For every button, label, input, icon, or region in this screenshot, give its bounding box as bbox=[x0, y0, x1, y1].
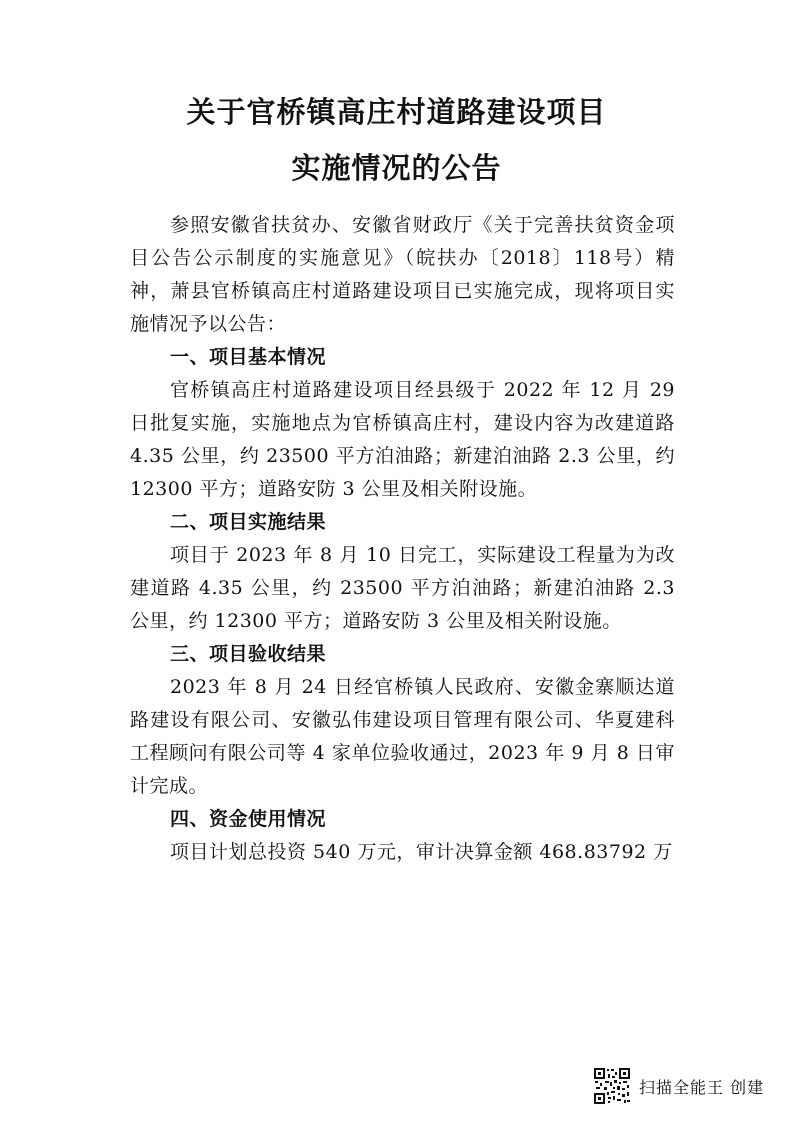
document-body bbox=[130, 209, 675, 869]
document-title-line-1: 关于官桥镇高庄村道路建设项目 bbox=[186, 95, 607, 129]
scanner-watermark bbox=[593, 1066, 764, 1106]
watermark-text: 扫描全能王 创建 bbox=[639, 1077, 765, 1097]
section-heading-basic-info: 一、项目基本情况 bbox=[170, 346, 327, 368]
document-title-line-2: 实施情况的公告 bbox=[291, 151, 502, 185]
intro-paragraph: 参照安徽省扶贫办、安徽省财政厅《关于完善扶贫资金项目公告公示制度的实施意见》（皖扶办〔2018〕118号）精神，萧县官桥镇高庄村道路建设项目已实施完成，现将项目实施情况予以公告： bbox=[130, 214, 675, 335]
section-text-basic-info: 官桥镇高庄村道路建设项目经县级于 2022 年 12 月 29 日批复实施，实施地点为官桥镇高庄村，建设内容为改建道路 4.35 公里，约 23500 平方泊油路；新建泊油路 2.3 公里，约 12300 平方；道路安防 3 公里及相关附设施。 bbox=[130, 379, 675, 500]
qr-code-icon bbox=[593, 1067, 631, 1105]
section-text-fund-usage: 项目计划总投资 540 万元，审计决算金额 468.83792 万 bbox=[170, 841, 673, 863]
section-text-implementation-result: 项目于 2023 年 8 月 10 日完工，实际建设工程量为为改建道路 4.35 公里，约 23500 平方泊油路；新建泊油路 2.3 公里，约 12300 平方；道路安防 3 公里及相关附设施。 bbox=[130, 544, 675, 632]
section-heading-implementation-result: 二、项目实施结果 bbox=[170, 511, 327, 533]
section-heading-acceptance-result: 三、项目验收结果 bbox=[170, 643, 327, 665]
section-heading-fund-usage: 四、资金使用情况 bbox=[170, 808, 327, 830]
section-text-acceptance-result: 2023 年 8 月 24 日经官桥镇人民政府、安徽金寨顺达道路建设有限公司、安徽弘伟建设项目管理有限公司、华夏建科工程顾问有限公司等 4 家单位验收通过，2023 年 9 月 8 日审计完成。 bbox=[130, 676, 675, 797]
